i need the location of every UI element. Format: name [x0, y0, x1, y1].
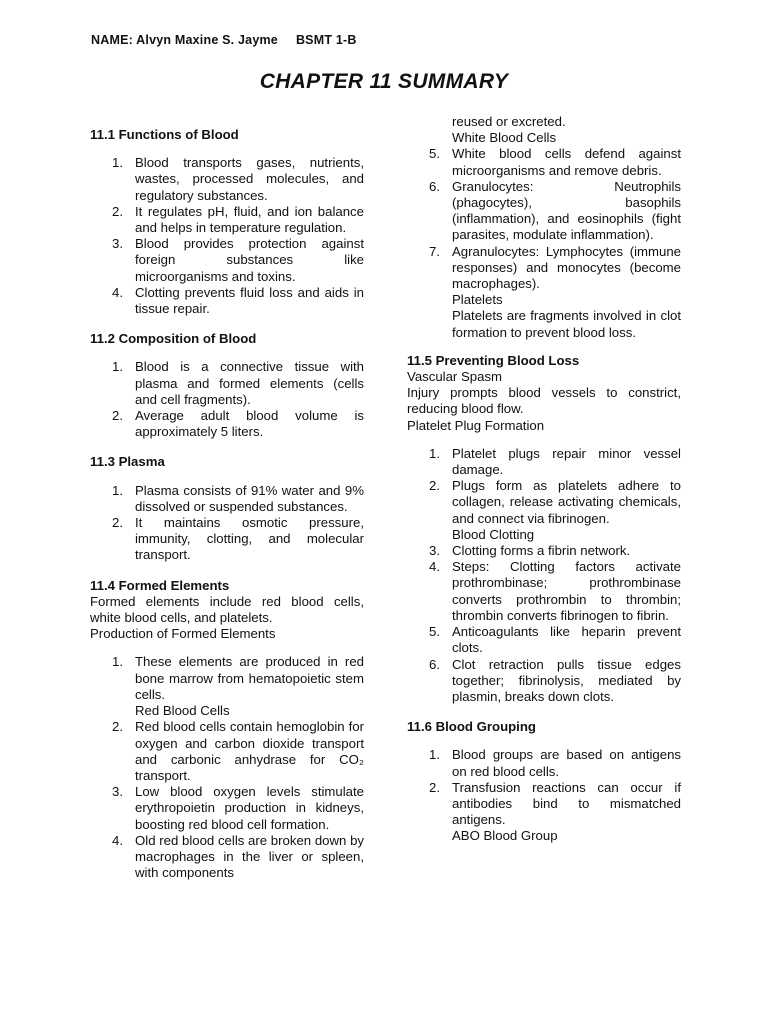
list-item: 4. Clotting prevents fluid loss and aids in tissue repair.: [112, 284, 364, 317]
formed-elements-list-continued: [407, 114, 681, 341]
right-column: [407, 114, 681, 857]
list-item: 1. Blood groups are based on antigens on red blood cells.: [429, 747, 681, 779]
list-item: 3. Clotting forms a fibrin network.: [429, 543, 631, 559]
list-item: White Blood Cells: [452, 130, 557, 146]
list-item: 4. Steps: Clotting factors activate prothrombinase; prothrombinase converts prothrombin to thrombin; thrombin converts fibrinogen to fibrin.: [429, 559, 681, 623]
list-item: 2. Transfusion reactions can occur if antibodies bind to mismatched antigens.: [429, 779, 681, 828]
section-heading-composition: 11.2 Composition of Blood: [90, 331, 257, 347]
section-heading-plasma: 11.3 Plasma: [90, 454, 165, 470]
section-heading-functions: 11.1 Functions of Blood: [90, 127, 239, 142]
section-heading-formed-elements: 11.4 Formed Elements: [90, 577, 230, 593]
list-item: reused or excreted.: [452, 114, 566, 129]
composition-list: [90, 359, 364, 440]
list-item: 7. Agranulocytes: Lymphocytes (immune responses) and monocytes (become macrophages).: [429, 243, 681, 292]
formed-elements-intro: Formed elements include red blood cells, white blood cells, and platelets.: [90, 593, 364, 626]
list-item: Platelets are fragments involved in clot formation to prevent blood loss.: [452, 308, 681, 340]
list-item: 1. Platelet plugs repair minor vessel damage.: [429, 445, 681, 478]
list-item: 4. Old red blood cells are broken down by macrophages in the liver or spleen, with components: [112, 832, 364, 881]
list-item: Red Blood Cells: [135, 703, 230, 719]
vascular-spasm-text: Injury prompts blood vessels to constrict, reducing blood flow.: [407, 385, 681, 417]
list-item: Platelets: [452, 292, 503, 308]
list-item: 6. Clot retraction pulls tissue edges together; fibrinolysis, mediated by plasmin, breaks down clots.: [429, 656, 681, 704]
list-item: 1. Blood is a connective tissue with plasma and formed elements (cells and cell fragments).: [112, 359, 364, 407]
list-item: 1. These elements are produced in red bone marrow from hematopoietic stem cells.: [112, 654, 364, 702]
page-title: CHAPTER 11 SUMMARY: [259, 70, 509, 93]
formed-elements-list: [90, 654, 364, 881]
list-item: 5. White blood cells defend against microorganisms and remove debris.: [429, 146, 681, 178]
left-column: [90, 113, 364, 881]
student-name: NAME: Alvyn Maxine S. Jayme: [91, 33, 278, 47]
list-item: 3. Low blood oxygen levels stimulate erythropoietin production in kidneys, boosting red blood cell formation.: [112, 784, 364, 832]
list-item: 2. It maintains osmotic pressure, immunity, clotting, and molecular transport.: [112, 515, 364, 563]
platelet-plug-label: Platelet Plug Formation: [407, 417, 545, 433]
plasma-list: [90, 483, 364, 564]
section-heading-preventing-blood-loss: 11.5 Preventing Blood Loss: [407, 352, 580, 368]
list-item: 2. Plugs form as platelets adhere to collagen, release activating chemicals, and connect via fibrinogen.: [429, 478, 681, 526]
list-item: 6. Granulocytes: Neutrophils (phagocytes), basophils (inflammation), and eosinophils (fight parasites, modulate inflammation).: [429, 178, 681, 243]
list-item: 2. Average adult blood volume is approximately 5 liters.: [112, 408, 364, 440]
production-subheading: Production of Formed Elements: [90, 626, 276, 642]
vascular-spasm-label: Vascular Spasm: [407, 369, 503, 385]
functions-list: [90, 155, 364, 317]
section-heading-blood-grouping: 11.6 Blood Grouping: [407, 719, 536, 735]
list-item: ABO Blood Group: [452, 828, 558, 844]
course-code: BSMT 1-B: [295, 33, 357, 47]
list-item: 1. Blood transports gases, nutrients, wastes, processed molecules, and regulatory substances.: [112, 155, 364, 203]
list-item: 3. Blood provides protection against foreign substances like microorganisms and toxins.: [112, 236, 364, 284]
blood-grouping-list: [407, 747, 681, 844]
list-item: 2. It regulates pH, fluid, and ion balance and helps in temperature regulation.: [112, 203, 364, 236]
preventing-blood-loss-list: [407, 446, 681, 705]
header: [91, 33, 357, 47]
list-item: 2. Red blood cells contain hemoglobin for oxygen and carbon dioxide transport and carbonic anhydrase for CO₂ transport.: [112, 719, 364, 783]
list-item: Blood Clotting: [452, 526, 535, 542]
list-item: 1. Plasma consists of 91% water and 9% dissolved or suspended substances.: [112, 482, 364, 514]
list-item: 5. Anticoagulants like heparin prevent clots.: [429, 624, 681, 656]
